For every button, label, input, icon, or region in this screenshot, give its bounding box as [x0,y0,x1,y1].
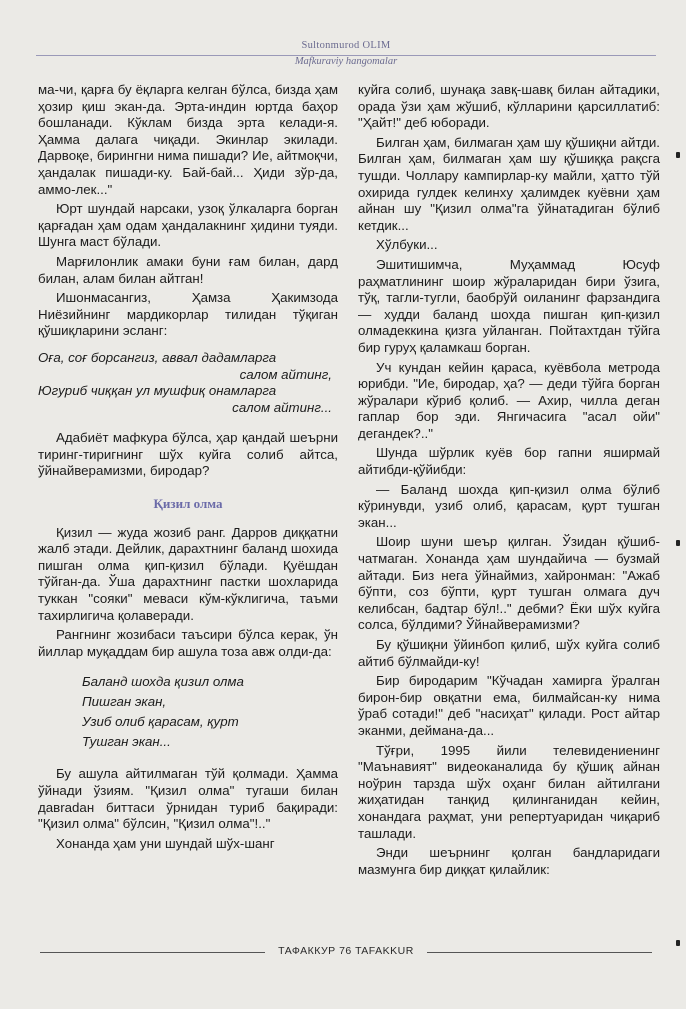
paragraph: Уч кундан кейин қараса, куёвбола метрода юрибди. "Ие, биродар, ҳа? — деди тўйга борган жўралари кўриб қолиб. — Ахир, чилла деган гаплар бор эди. Янгичасига "асал ойи" дегандек?.." [358,359,660,441]
paragraph: Хонанда ҳам уни шундай шўх-шанг [56,835,275,851]
paragraph: Энди шеърнинг қолган бандларидаги мазмунга бир диққат қилайлик: [358,845,660,877]
footer-page-number: ТАФАККУР 76 TAFAKKUR [278,945,414,957]
poem-line: Тушган экан... [82,734,171,750]
section-title: Қизил олма [153,496,223,512]
scan-speck [676,940,680,946]
paragraph: ма-чи, қарға бу ёқларга келган бўлса, бизда ҳам ҳозир қиш экан-да. Эрта-индин юртда баҳор бошланади. Кўклам бизда эрта келади-я. Ҳамма далага чиқади. Экинлар экилади. Дарвоқе, бирингни нима пишади? Ие, айтмоқчи, ҳандалак пишади-ку. Бай-бай... Ҳиди зўр-да, аммо-лек..." [38,82,338,197]
footer-rule-left [40,952,265,953]
poem-line: Оға, соғ борсангиз, аввал дадамларга [38,349,277,365]
poem-line: салом айтинг, [239,366,332,382]
paragraph: Хўлбуки... [376,237,438,253]
header-author: Sultonmurod OLIM [301,40,391,51]
scan-speck [676,540,680,546]
header-subtitle: Mafkuraviy hangomalar [294,56,398,67]
poem-line: Пишган экан, [82,694,167,710]
paragraph: — Баланд шохда қип-қизил олма бўлиб кўринувди, узиб олиб, қарасам, қурт тушган экан... [358,481,660,530]
paragraph: Шоир шуни шеър қилган. Ўзидан қўшиб-чатмаган. Хонанда ҳам шундайича — бузмай айтади. Биз нега ўйнаймиз, хайронман: "Ажаб бўпти, соз бўпти, қурт тушган олмага дуч келибсан, бадтар бўл!.." дебми? Ёки шўх куйга солса, бўлдими? Ўйнайверамизми? [358,534,660,633]
poem-line: салом айтинг... [232,399,332,415]
paragraph: Бир биродарим "Кўчадан хамирга ўралган бирон-бир овқатни ема, билмайсан-ку нима ўраб сотади!" деб "насиҳат" қилади. Рост айтар эканми, деймана-да... [358,673,660,738]
paragraph: Юрт шундай нарсаки, узоқ ўлкаларга борган қарғадан ҳам одам ҳандалакнинг ҳидини туяди. Шунга маст бўлади. [38,201,338,250]
poem-line: Узиб олиб қарасам, қурт [82,714,239,730]
paragraph: Бу ашула айтилмаган тўй қолмади. Ҳамма ўйнади ўзиям. "Қизил олма" тугаши билан давradан биттаси ўрнидан туриб бақиради: "Қизил олма" бўлсин, "Қизил олма"!.." [38,766,338,832]
paragraph: Шунда шўрлик куёв бор гапни яширмай айтибди-қўйибди: [358,445,660,478]
paragraph: Ишонмасангиз, Ҳамза Ҳакимзода Ниёзийнинг мардикорлар тилидан тўқиган қўшиқларини эсланг: [38,290,338,339]
page-footer [40,945,652,959]
paragraph: Билган ҳам, билмаган ҳам шу қўшиқни айтди. Билган ҳам, билмаган ҳам шу қўшиққа рақсга тушди. Чоллару кампирлар-ку майли, ҳатто тўй охирида гулдек келинху ҳалимдек куёвни ҳам айнан шу "Қизил олма"га ўйнатадиган бўлиб кетдик... [358,134,660,233]
paragraph: Тўғри, 1995 йили телевидениенинг "Маънавият" видеоканалида бу қўшиқ айнан ноўрин тарзда шўх оҳанг билан айтилгани жиҳатидан танқид қилинганидан кейин, хонандага раҳмат, уни репертуаридан чиқариб ташлади. [358,742,660,841]
scan-speck [676,152,680,158]
paragraph: куйга солиб, шунақа завқ-шавқ билан айтадики, орада ўзи ҳам жўшиб, кўлларини қарсиллатиб: "Ҳайт!" деб юборади. [358,82,660,131]
paragraph: Адабиёт мафкура бўлса, ҳар қандай шеърни тиринг-тиригнинг шўх куйга солиб айтса, ўйнайверамизми, биродар? [38,430,338,479]
paragraph: Эшитишимча, Муҳаммад Юсуф раҳматлининг шоир жўраларидан бири ўзига, тўқ, тагли-тугли, баобрўй оиланинг фарзандига — худди баланд шохда пишган қип-қизил олмадеккина қизга уйланган. Пойтахтдан тўйга бир гуруҳ қаламкаш борган. [358,256,660,355]
poem-quote [82,672,338,752]
paragraph: Қизил — жуда жозиб ранг. Дарров диққатни жалб этади. Дейлик, дарахтнинг баланд шохида пишган олма қип-қизил бўлади. Қуёшдан тўйган-да. Ўша дарахтнинг пастки шохларида туккан "сояки" меваси кўм-кўклигича, таъми тахирлигича қолаверади. [38,524,338,623]
paragraph: Бу қўшиқни ўйинбоп қилиб, шўх куйга солиб айтиб бўлмайди-ку! [358,637,660,669]
poem-line: Югуриб чиққан ул мушфиқ онамларга [38,383,277,399]
poem-quote [38,350,338,416]
paragraph: Марғилонлик амаки буни ғам билан, дард билан, алам билан айтган! [38,253,338,286]
poem-line: Баланд шохда қизил олма [82,674,244,690]
right-column [358,82,660,881]
left-column [38,82,338,855]
footer-rule-right [427,952,652,953]
paragraph: Рангнинг жозибаси таъсири бўлса керак, ўн йиллар муқаддам бир ашула тоза авж олди-да: [38,627,338,659]
running-header [36,40,656,67]
